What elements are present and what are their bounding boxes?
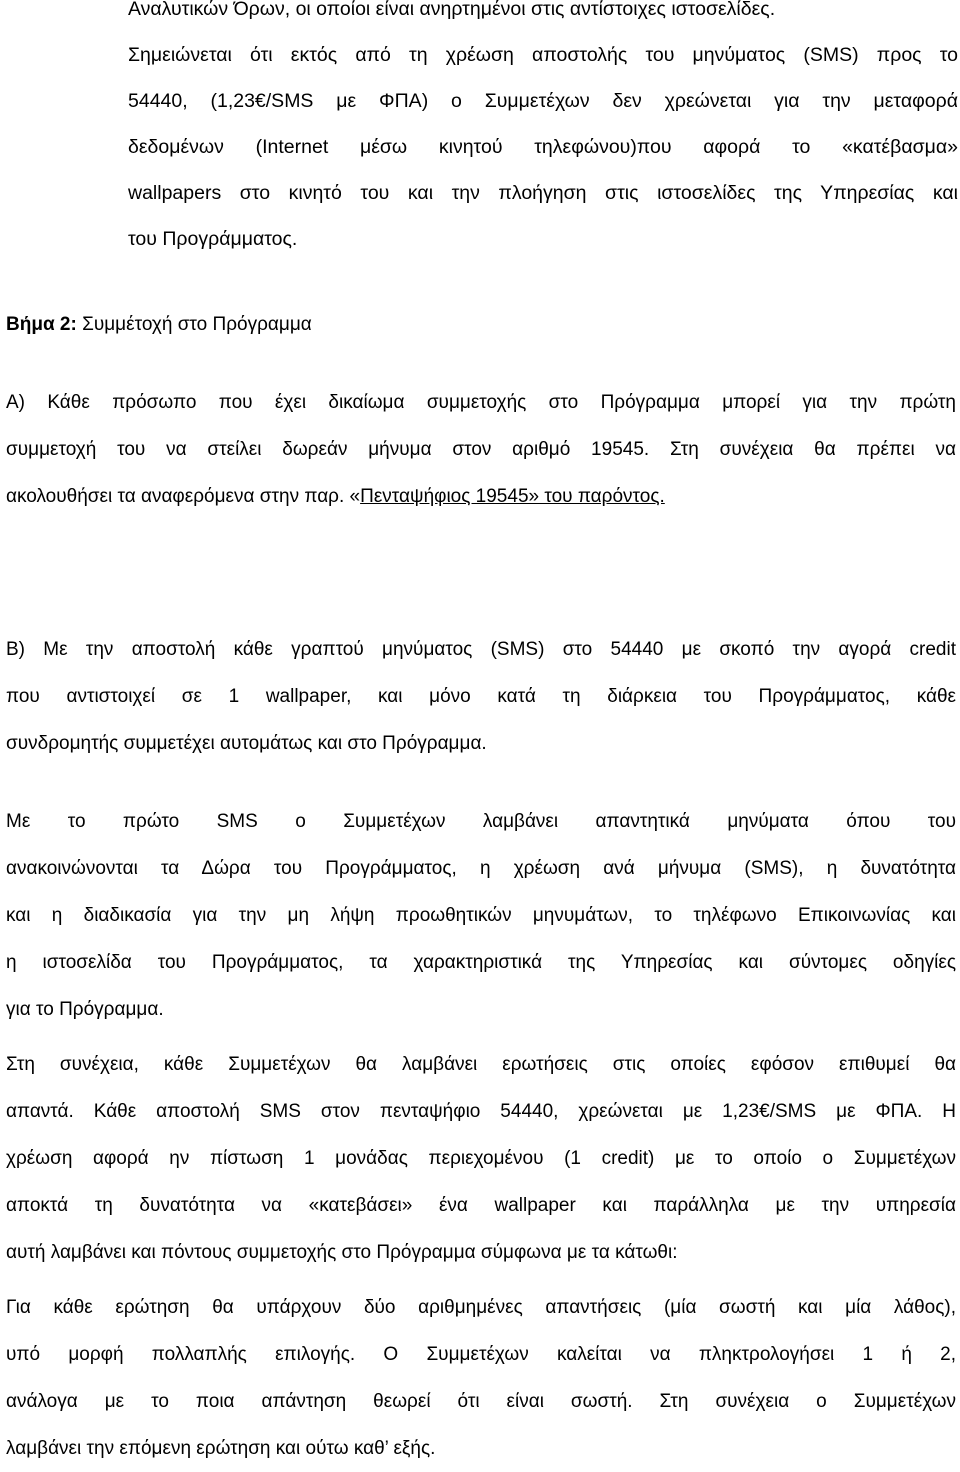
questions-line: αυτή λαμβάνει και πόντους συμμετοχής στο Πρόγραμμα σύμφωνα με τα κάτωθι: xyxy=(6,1242,678,1263)
section-b-paragraph xyxy=(6,626,956,767)
intro-line: Αναλυτικών Όρων, οι οποίοι είναι ανηρτημένοι στις αντίστοιχες ιστοσελίδες. xyxy=(128,0,776,20)
questions-paragraph xyxy=(6,1041,956,1276)
answers-paragraph xyxy=(6,1284,956,1472)
answers-line: υπό μορφή πολλαπλής επιλογής. Ο Συμμετέχων καλείται να πληκτρολογήσει 1 ή 2, xyxy=(6,1344,956,1365)
first-sms-line: ανακοινώνονται τα Δώρα του Προγράμματος, η χρέωση ανά μήνυμα (SMS), η δυνατότητα xyxy=(6,858,956,879)
step-2-title: Συμμέτοχή στο Πρόγραμμα xyxy=(76,314,312,335)
intro-line: 54440, (1,23€/SMS με ΦΠΑ) ο Συμμετέχων δεν χρεώνεται για την μεταφορά xyxy=(128,90,958,112)
step-2-heading xyxy=(6,301,956,348)
intro-line: δεδομένων (Internet μέσω κινητού τηλεφώνου)που αφορά το «κατέβασμα» xyxy=(128,136,958,158)
answers-line: Για κάθε ερώτηση θα υπάρχουν δύο αριθμημένες απαντήσεις (μία σωστή και μία λάθος), xyxy=(6,1297,956,1318)
section-a-paragraph xyxy=(6,379,956,520)
section-b-line: συνδρομητής συμμετέχει αυτομάτως και στο Πρόγραμμα. xyxy=(6,733,487,754)
step-2-label: Βήμα 2: xyxy=(6,314,77,335)
questions-line: Στη συνέχεια, κάθε Συμμετέχων θα λαμβάνει ερωτήσεις στις οποίες εφόσον επιθυμεί θα xyxy=(6,1054,956,1075)
intro-line: Σημειώνεται ότι εκτός από τη χρέωση αποστολής του μηνύματος (SMS) προς το xyxy=(128,44,958,66)
questions-line: χρέωση αφορά ην πίστωση 1 μονάδας περιεχομένου (1 credit) με το οποίο ο Συμμετέχων xyxy=(6,1148,956,1169)
first-sms-paragraph xyxy=(6,798,956,1033)
questions-line: αποκτά τη δυνατότητα να «κατεβάσει» ένα wallpaper και παράλληλα με την υπηρεσία xyxy=(6,1195,956,1216)
section-a-line xyxy=(6,473,956,520)
intro-paragraph xyxy=(128,0,958,262)
questions-line: απαντά. Κάθε αποστολή SMS στον πενταψήφιο 54440, χρεώνεται με 1,23€/SMS με ΦΠΑ. Η xyxy=(6,1101,956,1122)
section-a-line: συμμετοχή του να στείλει δωρεάν μήνυμα στον αριθμό 19545. Στη συνέχεια θα πρέπει να xyxy=(6,439,956,460)
section-a-line3-text: ακολουθήσει τα αναφερόμενα στην παρ. « xyxy=(6,486,361,507)
section-reference-link[interactable]: Πενταψήφιος 19545» του παρόντος. xyxy=(360,486,665,507)
intro-line: του Προγράμματος. xyxy=(128,228,298,250)
section-a-line: Α) Κάθε πρόσωπο που έχει δικαίωμα συμμετοχής στο Πρόγραμμα μπορεί για την πρώτη xyxy=(6,392,956,413)
section-b-line: Β) Με την αποστολή κάθε γραπτού μηνύματος (SMS) στο 54440 με σκοπό την αγορά credit xyxy=(6,639,956,660)
first-sms-line: για το Πρόγραμμα. xyxy=(6,999,164,1020)
first-sms-line: η ιστοσελίδα του Προγράμματος, τα χαρακτηριστικά της Υπηρεσίας και σύντομες οδηγίες xyxy=(6,952,956,973)
answers-line: λαμβάνει την επόμενη ερώτηση και ούτω καθ’ εξής. xyxy=(6,1438,436,1459)
first-sms-line: Με το πρώτο SMS ο Συμμετέχων λαμβάνει απαντητικά μηνύματα όπου του xyxy=(6,811,956,832)
answers-line: ανάλογα με το ποια απάντηση θεωρεί ότι είναι σωστή. Στη συνέχεια ο Συμμετέχων xyxy=(6,1391,956,1412)
intro-line: wallpapers στο κινητό του και την πλοήγηση στις ιστοσελίδες της Υπηρεσίας και xyxy=(128,182,958,204)
section-b-line: που αντιστοιχεί σε 1 wallpaper, και μόνο κατά τη διάρκεια του Προγράμματος, κάθε xyxy=(6,686,956,707)
first-sms-line: και η διαδικασία για την μη λήψη προωθητικών μηνυμάτων, το τηλέφωνο Επικοινωνίας και xyxy=(6,905,956,926)
